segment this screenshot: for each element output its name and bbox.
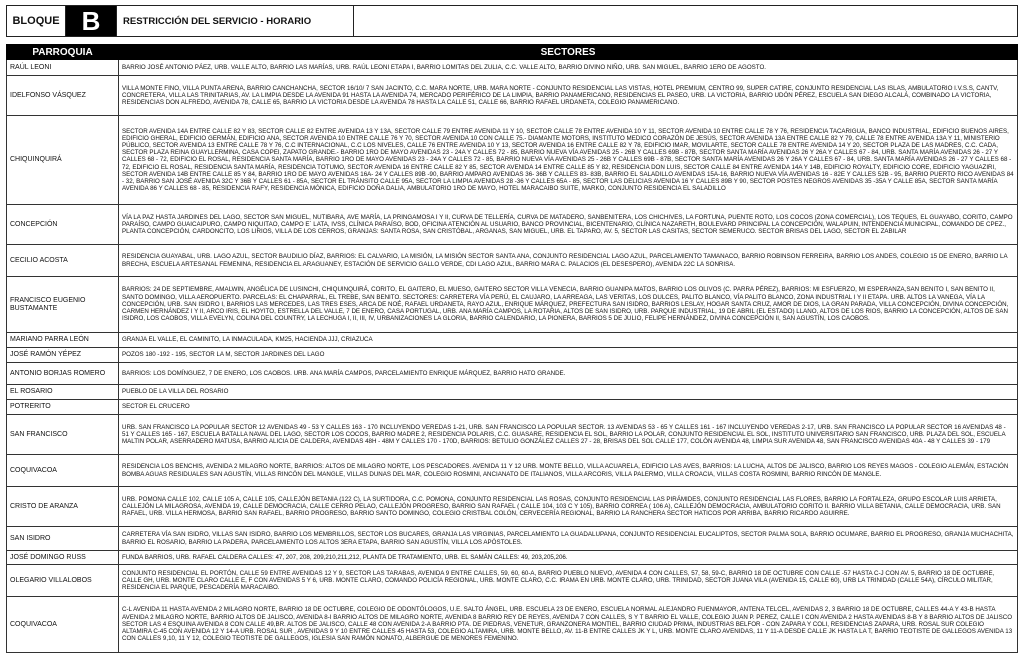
sectores-cell: VÍA LA PAZ HASTA JARDINES DEL LAGO, SECTOR SAN MIGUEL, NUTIBARA, AVE MARÍA, LA PRINGAMOSA I Y II, CURVA DE TELLERÍA, CURVA DE MATADERO, SANBENITERA, LOS CHICHIVES, LA FORTUNA, PUENTE ROTO, LOS COCOS (ZONA COMERCIAL), LOS TEQUES, EL GUAYABO, CORITO, CAMPO PARAÍSO, CAMPO GUAICAIPURO, CAMPO NIQUITAO, CAMPO E´ LATA, IVSS, CLÍNICA PARAÍSO, BOD, OFICINA ATENCIÓN AL USUARIO, BANCO PROVINCIAL, BICENTENARIO, CLÍNICA NAZARETH, BOULEVARD PRINCIPAL LA CONCEPCIÓN, WALAPUIN, INTENDENCIA MUNICIPAL, COMANDO DE CPEZ., PLANTA CONCEPCIÓN, CARDONCITO, LOS LIRIOS, VILLA DE LOS CERROS, GRANJAS: SANTA ROSA, SAN CRISTÓBAL, ARGANAS, SAN MIGUEL, URB. EL TAPARO, AV. 5, SECTOR LAS CASITAS, SECTOR SEMERUCO. SECTOR BRISAS DEL LAGO, SECTOR EL ZABILAR — [119, 205, 1018, 245]
parroquia-cell: MARIANO PARRA LEÓN — [7, 333, 119, 348]
bloque-letter: B — [66, 6, 116, 36]
sectores-cell: POZOS 180 -192 - 195, SECTOR LA M, SECTOR JARDINES DEL LAGO — [119, 348, 1018, 363]
bloque-label: BLOQUE — [7, 6, 66, 36]
parroquia-cell: OLEGARIO VILLALOBOS — [7, 565, 119, 597]
table-row — [7, 116, 1018, 205]
parroquia-cell: COQUIVACOA — [7, 597, 119, 653]
parroquia-cell: SAN FRANCISCO — [7, 415, 119, 455]
document-title: RESTRICCIÓN DEL SERVICIO - HORARIO — [116, 6, 354, 36]
sectores-cell: SECTOR EL CRUCERO — [119, 400, 1018, 415]
parroquia-cell: SAN ISIDRO — [7, 527, 119, 551]
table-row — [7, 565, 1018, 597]
parroquia-cell: EL ROSARIO — [7, 385, 119, 400]
header-spacer — [354, 6, 1017, 36]
table-row — [7, 348, 1018, 363]
sectores-cell: SECTOR AVENIDA 14A ENTRE CALLE 82 Y 83, SECTOR CALLE 82 ENTRE AVENIDA 13 Y 13A, SECTOR CALLE 79 ENTRE AVENIDA 11 Y 10, SECTOR CALLE 78 ENTRE AVENIDA 10 Y 11, SECTOR AVENIDA 10 ENTRE CALLE 78 Y 76, RESIDENCIA TACARIGUA, BANCO INDUSTRIAL, EDIFICIO BUENOS AIRES, EDIFICIO GHERAL, EDIFICIO GERMÁN, EDIFICIO ANA, SECTOR AVENIDA 10 ENTRE CALLE 76 Y 70, SECTOR AVENIDA 10 CON CALLE 75.- DIAMANTE MOTORS, INSTITUTO MEDICO CORAZÓN DE JESÚS, SECTOR AVENIDA 13A ENTRE CALLE 82 Y 79, CALLE 78 ENTRE AVENIDA 13A Y 11, MINISTERIO PÚBLICO, SECTOR AVENIDA 13 ENTRE CALLE 78 Y 76, C.C INTERNACIONAL, C.C LOS NIVELES, CALLE 76 ENTRE AVENIDA 10 Y 13, SECTOR AVENIDA 16 ENTRE CALLE 82 Y 78, EDIFICIO IMAR, MOVILARTE, SECTOR CALLE 78 ENTRE AVENIDA 14 Y 20, SECTOR PLAZA DE LAS MADRES, C.C. CADA, SECTOR PLAZA REINA GUAYLLERMINA, CASA COPEI, ZAPATO GRANDE.- BARRIO 1RO DE MAYO AVENIDAS 23 - 24A Y CALLES 72 - 85, BARRIO NUEVA VÍA AVENIDAS 25 - 26B Y CALLES 69B - 87B, SECTOR SANTA MARÍA AVENIDAS 26 Y 26A Y CALLES 67 - 84, URB. SANTA MARÍA AVENIDAS 26 - 27 Y CALLES 68 - 72, EDIFICIO EL ROSAL, RESIDENCIA SANTA MARÍA, BARRIO 1RO DE MAYO AVENIDAS 23 - 24A Y CALLES 72 - 85, BARRIO NUEVA VÍA AVENIDAS 25 - 26B Y CALLES 69B - 87B, SECTOR SANTA MARÍA AVENIDAS 26 Y 26A Y CALLES 67 - 84, URB. SANTA MARÍA AVENIDAS 26 - 27 Y CALLES 68 - 72, EDIFICIO EL ROSAL, RESIDENCIA SANTA MARÍA, RESIDENCIA TOTUMO, SECTOR AVENIDA 16 ENTRE CALLE 82 Y 85, SECTOR AVENIDA 14 ENTRE CALLE 85 Y 82, RESIDENCIA DON LUIS, SECTOR CALLE 84 ENTRE AVENIDA 14A Y 14B, EDIFICIO ROYALTY, EDIFICIO CORE, EDIFICIO YAGUAZIRI, SECTOR AVENIDA 14B ENTRE CALLE 85 Y 84, BARRIO 1RO DE MAYO AVENIDAS 16A- 24 Y CALLES 89B -90, BARRIO AMPARO AVENIDAS 36- 36B Y CALLES 83- 83B, BARRIO EL SALADILLO AVENIDAS 15A-16, BARRIO NUEVA VÍA AVENIDAS 16 - 82E Y CALLES 52B - 95, BARRIO PUERTO RICO AVENIDAS 84 - 32, BARRIO SAN JOSÉ AVENIDA 32C Y 36B Y CALLES 61 - 85A, SECTOR EL TRÁNSITO CALLE 95A, SECTOR LA LIMPIA AVENIDAS 28 -36 Y CALLES 65A - 85, SECTOR LAS DELICIAS AVENIDA 16 Y CALLES 89B Y 90, SECTOR POSTES NEGROS AVENIDAS 35 -35A Y CALLE 85A, SECTOR SANTA MARÍA AVENIDA 86 Y CALLES 68 - 85, RESIDENCIA RAFY, RESIDENCIA MÓNICA, EDIFICIO DOÑA DALIA, AMBULATORIO 1RO DE MAYO, HOTEL MARACAIBO SUITE, MARKO, CONJUNTO RESIDENCIA EL SALADILLO — [119, 116, 1018, 205]
table-row — [7, 551, 1018, 565]
table-row — [7, 385, 1018, 400]
sectors-table — [6, 44, 1018, 653]
sectores-cell: PUEBLO DE LA VILLA DEL ROSARIO — [119, 385, 1018, 400]
table-row — [7, 455, 1018, 487]
table-row — [7, 400, 1018, 415]
table-row — [7, 363, 1018, 385]
table-header-row — [7, 45, 1018, 60]
sectores-cell: C-L AVENIDA 11 HASTA AVENIDA 2 MILAGRO NORTE, BARRIO 18 DE OCTUBRE, COLEGIO DE ODONTÓLOGOS, U.E. SALTO ÁNGEL, URB. ESCUELA 23 DE ENERO, ESCUELA NORMAL ALEJANDRO FUENMAYOR, ANTENA TELCEL, AVENIDAS 2, 3 BARRIO 18 DE OCTUBRE, CALLES 44-A Y 43-B HASTA AVENIDA 2 MILAGRO NORTE, BARRIO ALTOS DE JALISCO, AVENIDA 8-I BARRIO ALTOS DE MILAGRO NORTE, AVENIDA 8 BARRIO REY DE REYES, AVENIDA 7 CON CALLES, S Y T BARRIO EL VALLE, COLEGIO JUAN P. PEREZ, CALLE I CON AVENIDA 2 HASTA AVENIDAS 8-B Y 8 BARRIO ALTOS DE JALISCO SECTOR LAS 4 ESQUINA AVENIDA 8 CON CALLE 49,BR. ALTOS DE JALISCO, CALLE 48 CON AVENIDA 2-A BARRIO PTA. DE PIEDRAS, VENETUR, GRANZONERA MONTIEL, BARRIO CIUDAD PRIMA, INDUSTRIAS BELFOR - CON ZAPARA Y COLI, RESIDENCIAS ZAPARA, URB. ROSAL SUR COLEGIO ALTAMIRA C-45 CON AVENIDA 12 Y 14-A URB. ROSAL SUR , AVENIDAS 9 Y 10 ENTRE CALLES 45 HASTA 53, COLEGIO ALTAMIRA, URB. MONTE BELLO, AV. 11-B ENTRE CALLES JK Y L, URB. MONTE CLARO AVENIDAS, 11 Y 11-A DESDE CALLE JK HASTA LA T, BARRIO TEOTISTE DE GALLEGOS AVENIDA 13 CON CALLES 9,10, 11 Y 12, COLEGIO TEOTISTE DE GALLEGOS, IGLESIA SAN RAMÓN NONATO, ALBERGUE DE MENORES FEMENINO. — [119, 597, 1018, 653]
table-row — [7, 277, 1018, 333]
sectores-cell: CONJUNTO RESIDENCIAL EL PORTÓN, CALLE 59 ENTRE AVENIDAS 12 Y 9, SECTOR LAS TARABAS, AVENIDA 9 ENTRE CALLES, 59, 60, 60-A, BARRIO PUEBLO NUEVO, AVENIDA 4 CON CALLES, 57, 58, 59-C, BARRIO 18 DE OCTUBRE CON CALLE -57 HASTA C-J CON AV. 5, BARRIO 18 DE OCTUBRE, CALLE GH, URB. MONTE CLARO CALLE E, F CON AVENIDAS 5 Y 6, URB. MONTE CLARO, COMANDO POLICÍA REGIONAL, URB. MONTE CLARO, C.C. IRAMA EN URB. MONTE CLARO, URB. TRINIDAD, SECTOR JUANA VILA (AVENIDA 15, CALLE 60), URB LA TRINIDAD (CALLE 54A), CÍRCULO MILITAR, RESIDENCIA EL PARQUE, PESCADERÍA MARACAIBO. — [119, 565, 1018, 597]
sectores-cell: RESIDENCIA GUAYABAL, URB. LAGO AZUL, SECTOR BAUDILIO DÍAZ, BARRIOS: EL CALVARIO, LA MISIÓN, LA MISIÓN SECTOR SANTA ANA, CONJUNTO RESIDENCIAL LAGO AZUL, PARCELAMIENTO TAMANACO, BARRIO ROBINSON FERREIRA, BARRIO LOS ANDES, COLEGIO 15 DE ENERO, BARRIO LA BRECHA, ESCUELA ARTESANAL FEMENINA, RESIDENCIA EL ARAGUANEY, ESTACIÓN DE SERVICIO GALLO VERDE, CDI LAGO AZUL, BARRIO MARA C. PALACIOS (EL DESESPERO), AVENIDA 22C LA SONRISA. — [119, 245, 1018, 277]
document-sheet — [6, 5, 1018, 653]
sectores-cell: URB. SAN FRANCISCO LA POPULAR SECTOR 12 AVENIDAS 49 - 53 Y CALLES 163 - 170 INCLUYENDO VEREDAS 1-21, URB. SAN FRANCISCO LA POPULAR SECTOR. 13 AVENIDAS 53 - 65 Y CALLES 161 - 167 INCLUYENDO VEREDAS 2-17, URB. SAN FRANCISCO LA POPULAR SECTOR 16 AVENIDAS 48 - 51 Y CALLES 165 - 167, ESCUELA BATALLA NAVAL DEL LAGO, SECTOR LOS COCOS, BARRIO MADRE 2, RESIDENCIA POLARIS, C.C. GUASARE, RESIDENCIA EL SOL, BARRIO LA POLAR, CONJUNTO RESIDENCIAL EL SOL, INSTITUTO UNIVERSITARIO SAN FRANCISCO, URB. PLAZA DEL SOL, ESCUELA MALTIN POLAR, ASERRADERO MATUSA, BARRIO ALICIA DE CALDERA, AVENIDAS 48H - 48M Y CALLES 170 - 170D, BARRIOS: BETULIO GONZÁLEZ CALLES 27 - 28, BRISAS DEL SOL CALLE 177, COLÓN AVENIDA 48, LIMPIA SUR AVENIDA 48, SAN FRANCISCO AVENIDAS 40A - 48 Y CALLES 39 - 179 — [119, 415, 1018, 455]
table-row — [7, 333, 1018, 348]
table-row — [7, 60, 1018, 76]
column-header-parroquia: PARROQUIA — [7, 45, 119, 60]
sectores-cell: CARRETERA VÍA SAN ISIDRO, VILLAS SAN ISIDRO, BARRIO LOS MEMBRILLOS, SECTOR LOS BUCARES, GRANJA LAS VIRGINIAS, PARCELAMIENTO LA GUADALUPANA, CONJUNTO RESIDENCIAL EUCALIPTOS, SECTOR PALMA SOLA, BARRIO OCUMARE, BARRIO EL PROGRESO, GRANJA MUCHACHITA, BARRIO EL ROSARIO, BARRIO LA PADERA, PARCELAMIENTO LOS ALTOS 3ERA ETAPA, BARRIO SAN AGUSTÍN, VILLA LOS APÓSTOLES. — [119, 527, 1018, 551]
table-row — [7, 205, 1018, 245]
sectores-cell: VILLA MONTE FINO, VILLA PUNTA ARENA, BARRIO CANCHANCHA, SECTOR 16/10/ 7 SAN JACINTO, C.C. MARA NORTE, URB. MARA NORTE - CONJUNTO RESIDENCIAL LAS VISTAS, HOTEL PREMIUM, CENTRO 99, SUPER CATIRE, CONJUNTO RESIDENCIAL LAS ISLAS, AMBULATORIO I.V.S.S, CANTV, CONCRETERA, VILLA LAS TRINITARIAS, AV. LA LIMPIA DESDE LA AVENIDA 91 HASTA LA AVENIDA 74, MERCADO PERIFÉRICO DE LA LIMPIA, BARRIO PANAMERICANO, RESIDENCIAS EL PASEO, URB. LA VICTORIA, BARRIO UDÓN PÉREZ, ESCUELA SAN DIEGO ALCALÁ, COMBINADO LA VICTORIA, RESIDENCIAS DON ALFREDO, AVENIDA 78, CALLE 65, BARRIO LA VICTORIA DESDE LA AVENIDA 78 HASTA LA CALLE 51, CALLE 66, BARRIO RAFAEL URDANETA, COLEGIO PANAMERICANO. — [119, 76, 1018, 116]
table-row — [7, 487, 1018, 527]
parroquia-cell: FRANCISCO EUGENIO BUSTAMANTE — [7, 277, 119, 333]
table-row — [7, 245, 1018, 277]
table-row — [7, 76, 1018, 116]
parroquia-cell: JOSÉ RAMÓN YÉPEZ — [7, 348, 119, 363]
parroquia-cell: JOSÉ DOMINGO RUSS — [7, 551, 119, 565]
parroquia-cell: CRISTO DE ARANZA — [7, 487, 119, 527]
sectores-cell: BARRIO JOSÉ ANTONIO PÁEZ, URB. VALLE ALTO, BARRIO LAS MARÍAS, URB. RAÚL LEONI ETAPA I, BARRIO LOMITAS DEL ZULIA, C.C. VALLE ALTO, BARRIO DIVINO NIÑO, URB. SAN MIGUEL, BARRIO 1ERO DE AGOSTO. — [119, 60, 1018, 76]
sectores-cell: GRANJA EL VALLE, EL CAMINITO, LA INMACULADA, KM25, HACIENDA JJJ, CRIAZUCA — [119, 333, 1018, 348]
sectores-cell: RESIDENCIA LOS BENCHIS, AVENIDA 2 MILAGRO NORTE, BARRIOS: ALTOS DE MILAGRO NORTE, LOS PESCADORES. AVENIDA 11 Y 12 URB. MONTE BELLO, VILLA ACUARELA, EDIFICIO LAS AVES, BARRIOS: LA LUCHA, ALTOS DE JALISCO, BARRIO LOS REYES MAGOS - COLEGIO ALEMÁN, ESTACIÓN BOMBA AGUAS RESIDUALES SAN AGUSTÍN, VILLAS RINCÓN DEL MANGLE, VILLAS DUNAS DEL MAR, COLEGIO ROSMINI, ANCIANATO DE ITALIANOS, VILLA ARCORIS, VILLA PALERMO, VILLA CROACIA, VILLAS COSTA ROSMINI, BARRIO RINCÓN DE MANGLE. — [119, 455, 1018, 487]
parroquia-cell: ANTONIO BORJAS ROMERO — [7, 363, 119, 385]
sectores-cell: BARRIOS: 24 DE SEPTIEMBRE, AMALWIN, ANGÉLICA DE LUSINCHI, CHIQUINQUIRÁ, CORITO, EL GAITERO, EL MUESO, GAITERO SECTOR VILLA VENECIA, BARRIO GUANIPA MATOS, BARRIO LOS OLIVOS (C. PARRA PÉREZ), BARRIOS: MI ESFUERZO, MI ESPERANZA,SAN BENITO I, SAN BENITO II, SANTO DOMINGO, VILLA AEROPUERTO. PARCELAS: EL CHAPARRAL, EL TREBE, SAN BENITO. SECTORES: CARRETERA VÍA PERÚ, EL CAUJARO, LA ARREAGA, LAS VERITAS, LOS DULCES, PALITO BLANCO, VÍA PALITO BLANCO, ZONA INDUSTRIAL I Y II ETAPA. URB. ALTOS LA VANEGA, VÍA LA CONCEPCIÓN, URB. SAN ISIDRO I, BARRIOS LAS MERCEDES, LAS TRES ESES, ARCA DE NOÉ, RAFAEL URDANETA, RAYO AZUL, ENRIQUE MÁRQUEZ, PREFECTURA SAN ISIDRO, BARRIOS LESLAY, HOGAR SANTA CRUZ, AMOR DE DIOS, LA GRAN PARADA, VILLA CONCEPCIÓN, DIVINA CONCEPCIÓN, CARMEN HERNÁNDEZ I Y II, ARCO IRIS, EL HOYITO, ESTRELLA DEL VALLE, 7 DE ENERO, CASA PORTUGAL, URB. ANA MARÍA CAMPOS, LA ROTARIA, ALTOS DE SAN ISIDRO, URB. PARQUE INDUSTRIAL, 19 DE ABRIL (EL ESTADO) LLANO, ALTOS DE LOS RIOS, BARRIO LA CONCEPCIÓN, ALTOS DE SAN ISIDRO, LOS CAOBOS, VILLA EVELYN, COLINA DEL COUNTRY, LA LECHUGA I, II, III, IV, URBANIZACIONES LA GLORIA, BARRIO CALENDARIO, LA PIONERA, BARRIOS 5 DE JULIO, FELIPE HERNÁNDEZ, DIVINA CONCEPCIÓN II, SAN AGUSTÍN, LOS CAOBOS. — [119, 277, 1018, 333]
parroquia-cell: POTRERITO — [7, 400, 119, 415]
parroquia-cell: CONCEPCIÓN — [7, 205, 119, 245]
column-header-sectores: SECTORES — [119, 45, 1018, 60]
sectores-cell: BARRIOS: LOS DOMÍNGUEZ, 7 DE ENERO, LOS CAOBOS. URB. ANA MARÍA CAMPOS, PARCELAMIENTO ENRIQUE MÁRQUEZ, BARRIO HATO GRANDE. — [119, 363, 1018, 385]
parroquia-cell: CHIQUINQUIRÁ — [7, 116, 119, 205]
parroquia-cell: RAÚL LEONI — [7, 60, 119, 76]
parroquia-cell: COQUIVACOA — [7, 455, 119, 487]
table-row — [7, 597, 1018, 653]
parroquia-cell: IDELFONSO VÁSQUEZ — [7, 76, 119, 116]
table-row — [7, 527, 1018, 551]
table-row — [7, 415, 1018, 455]
sectores-cell: URB. POMONA CALLE 102, CALLE 105 A, CALLE 105, CALLEJÓN BETANIA (122 C), LA SURTIDORA, C.C. POMONA, CONJUNTO RESIDENCIAL LAS ROSAS, CONJUNTO RESIDENCIAL LAS PIRÁMIDES, CONJUNTO RESIDENCIAL LAS FLORES, BARRIO LA FORTALEZA, GRUPO ESCOLAR LUIS ARRIETA, CALLEJÓN LA MILAGROSA, AVENIDA 19, CALLE DEMOCRACIA, CALLE CERRO PELAO, CALLEJÓN PROGRESO, BARRIO SAN RAFAEL ( CALLE 104, 103 C Y 105), BARRIO CORREA ( 106 A), CALLEJÓN DEMOCRACIA, AMBULATORIO CORITO II. BARRIO VILLA BETANIA, CALLE DEMOCRACIA, URB. SAN RAFAEL, URB. VILLA HERMOSA, BARRIO SAN RAFAEL, BARRIO PROGRESO, BARRIO SANTO DOMINGO, COLEGIO CRISTBAL COLÓN, CERVECERÍA REGIONAL, BARRIO LA RANCHERA SECTOR HATICOS POR ARRIBA, BARRIO RICARDO AGUIRRE. — [119, 487, 1018, 527]
parroquia-cell: CECILIO ACOSTA — [7, 245, 119, 277]
document-header — [6, 5, 1018, 37]
sectores-cell: FUNDA BARRIOS, URB. RAFAEL CALDERA CALLES: 47, 207, 208, 209,210,211,212, PLANTA DE TRATAMIENTO, URB. EL SAMÁN CALLES: 49, 203,205,206. — [119, 551, 1018, 565]
